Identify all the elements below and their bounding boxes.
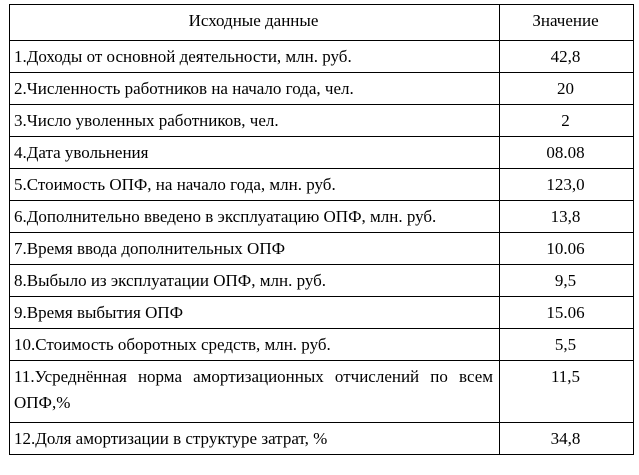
- table-row: [10, 361, 634, 423]
- row-value: 15.06: [500, 297, 634, 329]
- table-row: [10, 423, 634, 455]
- table-row: [10, 297, 634, 329]
- row-value: 2: [500, 105, 634, 137]
- table-row: [10, 105, 634, 137]
- source-data-table: [9, 4, 634, 455]
- row-label: 1.Доходы от основной деятельности, млн. руб.: [10, 41, 500, 73]
- table-row: [10, 265, 634, 297]
- row-label: 6.Дополнительно введено в эксплуатацию ОПФ, млн. руб.: [10, 201, 500, 233]
- row-value: 08.08: [500, 137, 634, 169]
- table-row: [10, 201, 634, 233]
- row-value: 123,0: [500, 169, 634, 201]
- row-value: 5,5: [500, 329, 634, 361]
- row-value: 13,8: [500, 201, 634, 233]
- row-label: 5.Стоимость ОПФ, на начало года, млн. руб.: [10, 169, 500, 201]
- header-source-data: Исходные данные: [10, 5, 500, 41]
- row-label: 9.Время выбытия ОПФ: [10, 297, 500, 329]
- row-label: 2.Численность работников на начало года, чел.: [10, 73, 500, 105]
- row-label: 11.Усреднённая норма амортизационных отчислений по всем ОПФ,%: [10, 361, 500, 423]
- table-row: [10, 169, 634, 201]
- row-value: 11,5: [500, 361, 634, 423]
- table-row: [10, 41, 634, 73]
- row-value: 10.06: [500, 233, 634, 265]
- row-value: 20: [500, 73, 634, 105]
- row-value: 34,8: [500, 423, 634, 455]
- row-label: 12.Доля амортизации в структуре затрат, %: [10, 423, 500, 455]
- table-header-row: [10, 5, 634, 41]
- row-value: 9,5: [500, 265, 634, 297]
- row-value: 42,8: [500, 41, 634, 73]
- header-value: Значение: [500, 5, 634, 41]
- table-row: [10, 329, 634, 361]
- table-row: [10, 233, 634, 265]
- row-label: 3.Число уволенных работников, чел.: [10, 105, 500, 137]
- row-label: 7.Время ввода дополнительных ОПФ: [10, 233, 500, 265]
- table-row: [10, 137, 634, 169]
- row-label: 4.Дата увольнения: [10, 137, 500, 169]
- row-label: 8.Выбыло из эксплуатации ОПФ, млн. руб.: [10, 265, 500, 297]
- row-label: 10.Стоимость оборотных средств, млн. руб.: [10, 329, 500, 361]
- table-row: [10, 73, 634, 105]
